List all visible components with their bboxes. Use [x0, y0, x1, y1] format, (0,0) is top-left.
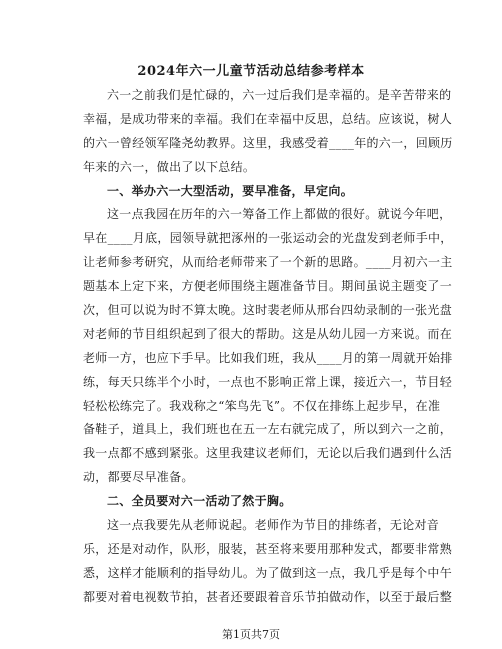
paragraph-line: 早在____月底，园领导就把涿州的一张运动会的光盘发到老师手中，: [83, 231, 453, 246]
paragraph-line: 乐，还是对动作，队形，服装，甚至将来要用那种发式，都要非常熟: [83, 541, 453, 556]
paragraph-line: 备鞋子，道具上，我们班也在五一左右就完成了，所以到六一之前，: [83, 422, 453, 437]
paragraph-line: 年来的六一，做出了以下总结。: [83, 159, 256, 174]
section-heading: 一、举办六一大型活动，要早准备，早定向。: [107, 183, 354, 198]
paragraph-line: 的六一曾经领军隆尧幼教界。这里，我感受着____年的六一，回顾历: [83, 135, 453, 150]
paragraph-line: 练，每天只练半个小时，一点也不影响正常上课，接近六一，节目轻: [83, 374, 453, 389]
paragraph-line: 我一点都不感到紧张。这里我建议老师们，无论以后我们遇到什么活: [83, 446, 453, 461]
paragraph-line: 六一之前我们是忙碌的，六一过后我们是幸福的。是辛苦带来的: [107, 88, 452, 102]
paragraph-line: 悉，这样才能顺利的指导幼儿。为了做到这一点，我几乎是每个中午: [83, 565, 453, 580]
document-title: 2024年六一儿童节活动总结参考样本: [137, 64, 365, 79]
paragraph-line: 这一点我要先从老师说起。老师作为节目的排练者，无论对音: [107, 518, 440, 533]
paragraph-line: 老师一方，也应下手早。比如我们班，我从____月的第一周就开始排: [83, 350, 453, 365]
document-body: [83, 84, 453, 610]
paragraph-line: 都要对着电视数节拍，甚者还要跟着音乐节拍做动作，以至于最后整: [83, 589, 453, 604]
paragraph-line: 这一点我园在历年的六一筹备工作上都做的很好。就说今年吧，: [107, 207, 452, 222]
paragraph-line: 让老师参考研究，从而给老师带来了一个新的思路。____月初六一主: [83, 255, 453, 270]
paragraph-line: 幸福，是成功带来的幸福。我们在幸福中反思，总结。应该说，树人: [83, 111, 453, 126]
paragraph-line: 题基本上定下来，方便老师围绕主题准备节目。期间虽说主题变了一: [83, 279, 453, 294]
paragraph-line: 轻松松练完了。我戏称之“笨鸟先飞”。不仅在排练上起步早，在准: [83, 398, 441, 413]
paragraph-line: 次，但可以说为时不算太晚。这时裴老师从邢台四幼录制的一张光盘: [83, 303, 453, 318]
paragraph-line: 对老师的节目组织起到了很大的帮助。这是从幼儿园一方来说。而在: [83, 326, 453, 341]
section-heading: 二、全员要对六一活动了然于胸。: [107, 494, 292, 509]
page-number: 第1页共7页: [222, 628, 280, 641]
paragraph-line: 动，都要尽早准备。: [83, 470, 194, 485]
